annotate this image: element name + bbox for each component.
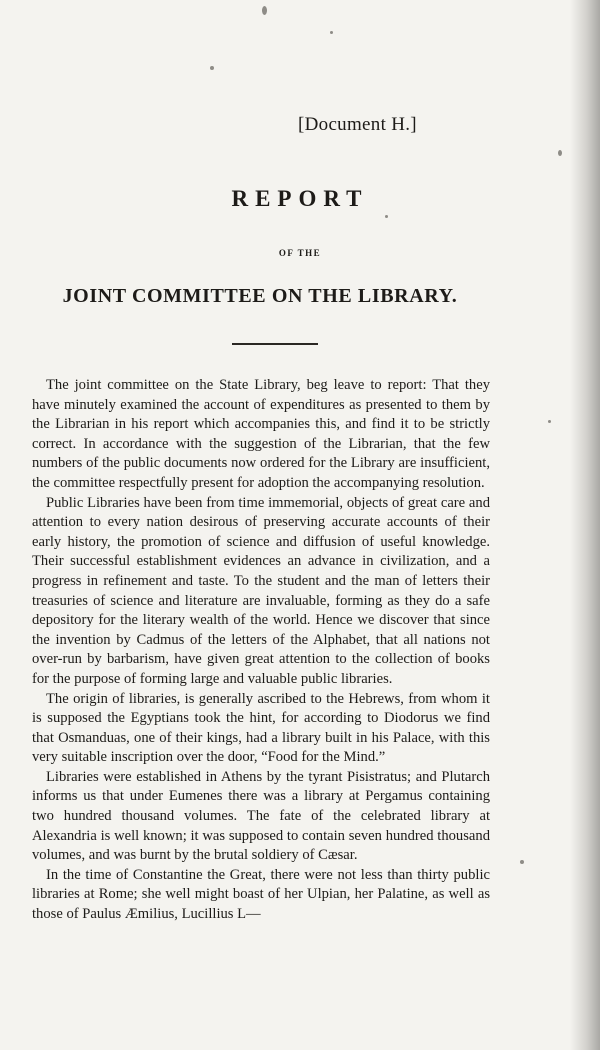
report-subtitle: OF THE bbox=[278, 248, 322, 258]
ink-speck bbox=[330, 31, 333, 34]
ink-speck bbox=[385, 215, 388, 218]
ink-speck bbox=[548, 420, 551, 423]
ink-speck bbox=[558, 150, 562, 156]
page-spine-shadow bbox=[570, 0, 600, 1050]
paragraph: Public Libraries have been from time immemorial, objects of great care and attention to every nation desirous of preserving accurate accounts of their early history, the promotion of science and diffusion of useful knowledge. Their successful establishment evidences an advance in civilization, and a progress in refinement and taste. To the student and the man of letters their treasuries of science and literature are invaluable, forming as they do a safe depository for the literary wealth of the world. Hence we discover that since the invention by Cadmus of the letters of the Alphabet, that all nations not over-run by barbarism, have given great attention to the collection of books for the purpose of forming large and valuable public libraries. bbox=[32, 494, 490, 687]
committee-heading: JOINT COMMITTEE ON THE LIBRARY. bbox=[62, 285, 458, 307]
ink-speck bbox=[210, 66, 214, 70]
report-body bbox=[32, 376, 490, 925]
ink-speck bbox=[520, 860, 524, 864]
paragraph: The joint committee on the State Library, beg leave to report: That they have minutely examined the account of expenditures as presented to them by the Librarian in his report which accompanies this, and find it to be strictly correct. In accordance with the suggestion of the Librarian, that the few numbers of the public documents now ordered for the Library are insufficient, the committee respectfully present for adoption the accompanying resolution. bbox=[32, 377, 490, 491]
paragraph: In the time of Constantine the Great, there were not less than thirty public libraries at Rome; she well might boast of her Ulpian, her Palatine, as well as those of Paulus Æmilius, Lucillius L— bbox=[32, 866, 490, 923]
paragraph: Libraries were established in Athens by the tyrant Pisistratus; and Plutarch informs us that under Eumenes there was a library at Pergamus containing two hundred thousand volumes. The fate of the celebrated library at Alexandria is well known; it was supposed to contain seven hundred thousand volumes, and was burnt by the brutal soldiery of Cæsar. bbox=[32, 768, 490, 864]
title-divider bbox=[232, 343, 318, 345]
report-title: REPORT bbox=[231, 186, 369, 211]
document-tag: [Document H.] bbox=[298, 114, 417, 135]
paragraph: The origin of libraries, is generally ascribed to the Hebrews, from whom it is supposed the Egyptians took the hint, for according to Diodorus we find that Osmanduas, one of their kings, had a library built in his Palace, with this very suitable inscription over the door, “Food for the Mind.” bbox=[32, 690, 490, 766]
ink-speck bbox=[262, 6, 267, 15]
